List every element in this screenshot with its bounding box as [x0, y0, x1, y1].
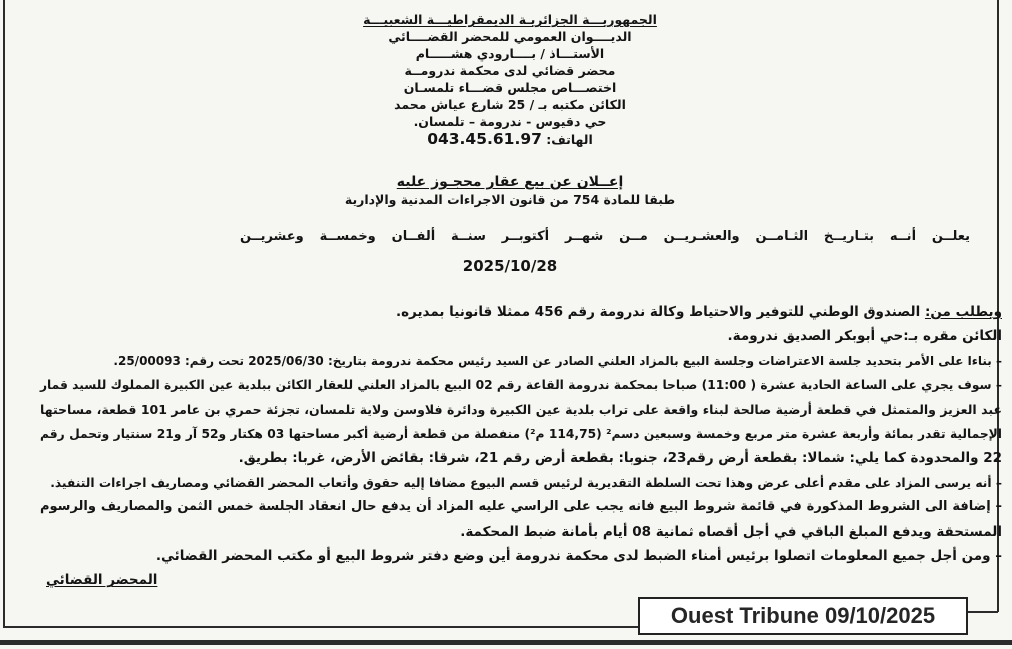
body-line: المستحقة ويدفع المبلغ الباقي في أجل أقصاه ثمانية 08 أيام بأمانة ضبط المحكمة.	[460, 523, 1002, 540]
sale-date: 2025/10/28	[462, 257, 558, 275]
letterhead	[290, 11, 730, 148]
phone-label: الهاتف:	[546, 132, 593, 147]
body-line: – ومن أجل جميع المعلومات اتصلوا برئيس أمناء الضبط لدى محكمة ندرومة أين وضع دفتر شروط البيع أو مكتب المحضر القضائي.	[155, 548, 1002, 565]
court-name: محضر قضائي لدى محكمة ندرومــة	[404, 63, 616, 78]
phone-number: 043.45.61.97	[427, 130, 542, 148]
body-line: 22 والمحدودة كما يلي: شمالا: بقطعة أرض رقم23، جنوبا: بقطعة أرض رقم 21، شرقا: بقائض الأرض، غربا: بطريق.	[238, 450, 1002, 467]
office-name: الديــــوان العمومي للمحضر القضــــائي	[388, 29, 632, 44]
requester-line	[40, 300, 1002, 324]
jurisdiction: اختصـــاص مجلس قضـــاء تلمسـان	[403, 80, 617, 95]
requester-label: ويطلب من:	[924, 304, 1002, 320]
notice-title: إعــلان عن بيع عقار محجـوز عليه	[396, 174, 624, 190]
frame-bottom-border	[3, 626, 639, 628]
body-line: الإجمالية تقدر بمائة وأربعة عشرة متر مربع وخمسة وسبعين دسم² (114,75 م²) منفصلة من قطعة أرضية أكبر مساحتها 03 هكتار و52 آر و21 سنتيار وتحمل رقم	[40, 427, 1002, 442]
announcement-line: يعلــن أنــه بتـاريــخ الثـامــن والعشـريــن مــن شهــر أكتوبــر سنــة ألفــان وخمســة وعشريــن	[240, 229, 970, 244]
address-line-2: حي دقيوس - ندرومة – تلمسان.	[413, 114, 607, 129]
publication-date: 09/10/2025	[824, 603, 936, 628]
body-line: – إضافة الى الشروط المذكورة في قائمة شروط البيع فانه يجب على الراسي عليه المزاد أن يدفع حال انعقاد الجلسة خمس الثمن والمصاريف والرسوم	[40, 499, 1002, 515]
phone-line	[290, 131, 730, 148]
bottom-separator-rule	[0, 640, 1012, 645]
bailiff-name: الأستـــاذ / بــــارودي هشـــــام	[415, 46, 605, 61]
frame-left-border	[3, 0, 5, 627]
requester-name: الصندوق الوطني للتوفير والاحتياط وكالة ندرومة رقم 456 ممثلا قانونيا بمديره.	[395, 304, 921, 320]
publication-name: Ouest Tribune	[670, 603, 819, 628]
signature-line	[40, 568, 1002, 592]
body-line: عبد العزيز والمتمثل في قطعة أرضية صالحة لبناء واقعة على تراب بلدية عين الكبيرة ودائرة فلاوسن ولاية تلمسان، تجزئة حمري بن عامر 101 قطعة، مساحتها	[40, 401, 1002, 417]
country-name: الجمهوريـــة الجزائريـة الديمقراطيـــة الشعبيـــة	[363, 12, 657, 27]
frame-bottom-right-border	[968, 611, 998, 613]
body-line: – أنه يرسى المزاد على مقدم أعلى عرض وهذا تحت السلطة التقديرية لرئيس قسم البيوع مضافا إليه حقوق وأتعاب المحضر القضائي ومصاريف اجراءات التنفيذ.	[50, 475, 1002, 490]
legal-basis: طبقا للمادة 754 من قانون الاجراءات المدنية والإدارية	[344, 192, 676, 207]
body-line: – سوف يجري على الساعة الحادية عشرة ( 11:00) صباحا بمحكمة ندرومة القاعة رقم 02 البيع بالمزاد العلني للعقار الكائن ببلدية عين الكبيرة المملوك للسيد قمار	[40, 378, 1002, 393]
address-line-1: الكائن مكتبه بـ / 25 شارع عياش محمد	[394, 97, 626, 112]
notice-body	[40, 300, 1002, 593]
requester-address: الكائن مقره بـ:حي أبوبكر الصديق ندرومة.	[727, 328, 1002, 345]
notice-heading	[310, 174, 710, 208]
body-line: – بناءا على الأمر بتحديد جلسة الاعتراضات وجلسة البيع بالمزاد العلني الصادر عن السيد رئيس محكمة ندرومة بتاريخ: 2025/06/30 تحت رقم: 25/00093.	[113, 353, 1002, 368]
signature: المحضر القضائي	[46, 572, 158, 589]
publication-source-box	[638, 597, 968, 635]
